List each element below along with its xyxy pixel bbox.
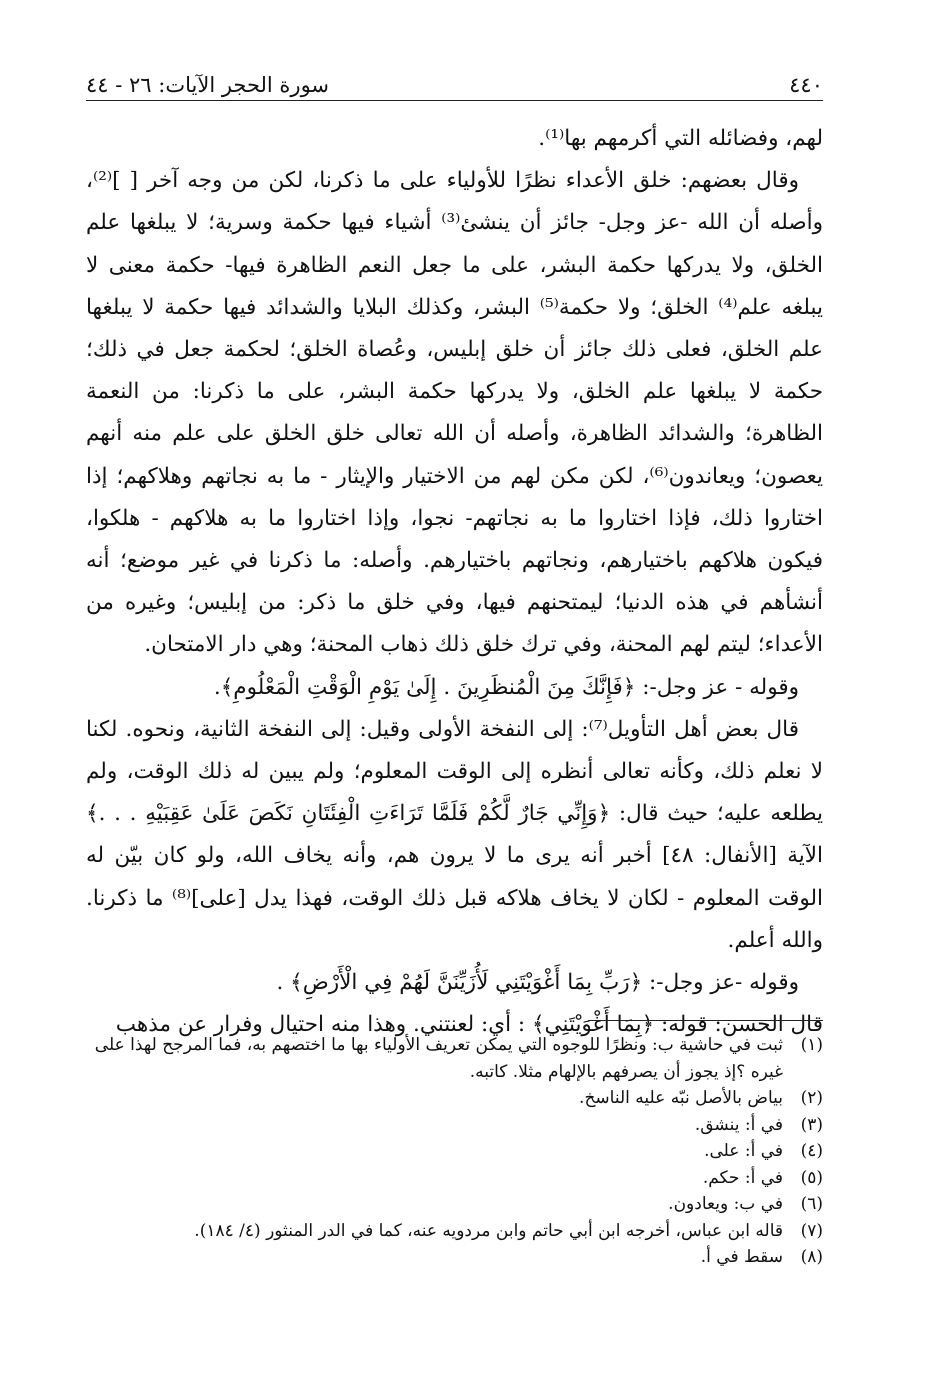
footnote-text: في ب: ويعادون. <box>668 1194 783 1214</box>
paragraph-verse: وقوله -عز وجل-: ﴿رَبِّ بِمَا أَغْوَيْتَنِي لَأُزَيِّنَنَّ لَهُمْ فِي الْأَرْضِ﴾ . <box>276 970 799 996</box>
footnote-number: (١) <box>800 1035 823 1055</box>
footnote <box>86 1191 823 1218</box>
footnotes <box>86 1032 823 1271</box>
footnote-text: قاله ابن عباس، أخرجه ابن أبي حاتم وابن مردويه عنه، كما في الدر المنثور (٤/ ١٨٤). <box>194 1220 783 1241</box>
running-header <box>86 62 823 100</box>
footnote <box>86 1032 823 1085</box>
footnote-divider <box>588 1020 823 1021</box>
page-number: ٤٤٠ <box>789 73 823 97</box>
footnote <box>86 1138 823 1165</box>
footnote-number: (٤) <box>800 1141 823 1161</box>
footnote-number: (٧) <box>800 1220 823 1241</box>
chapter-title: سورة الحجر الآيات: ٢٦ - ٤٤ <box>86 73 330 97</box>
paragraph-verse: وقوله - عز وجل-: ﴿فَإِنَّكَ مِنَ الْمُنظَرِينَ . إِلَىٰ يَوْمِ الْوَقْتِ الْمَعْلُومِ﴾. <box>213 674 799 700</box>
paragraph: وقال بعضهم: خلق الأعداء نظرًا للأولياء على ما ذكرنا، لكن من وجه آخر [ ]⁽²⁾، وأصله أن الله -عز وجل- جائز أن ينشئ⁽³⁾ أشياء فيها حكمة وسرية؛ لا يبلغها علم الخلق، ولا يدركها حكمة البشر، على ما جعل النعم الظاهرة فيها- حكمة معنى لا يبلغه علم⁽⁴⁾ الخلق؛ ولا حكمة⁽⁵⁾ البشر، وكذلك البلايا والشدائد فيها حكمة لا يبلغها علم الخلق، فعلى ذلك جائز أن خلق إبليس، وعُصاة الخلق؛ لحكمة جعل في ذلك؛ حكمة لا يبلغها علم الخلق، ولا يدركها حكمة البشر، على ما ذكرنا: من النعمة الظاهرة؛ والشدائد الظاهرة، وأصله أن الله تعالى خلق الخلق على علم منه أنهم يعصون؛ ويعاندون⁽⁶⁾، لكن مكن لهم من الاختيار والإيثار - ما به نجاتهم وهلاكهم؛ إذا اختاروا ذلك، فإذا اختاروا ما به نجاتهم- نجوا، وإذا اختاروا ما به هلاكهم - هلكوا، فيكون هلاكهم باختيارهم، ونجاتهم باختيارهم. وأصله: ما ذكرنا في غير موضع؛ أنه أنشأهم في هذه الدنيا؛ ليمتحنهم فيها، وفي خلق ما ذكر: من إبليس؛ وغيره من الأعداء؛ ليتم لهم المحنة، وفي ترك خلق ذلك ذهاب المحنة؛ وهي دار الامتحان. <box>86 168 823 658</box>
paragraph: قال بعض أهل التأويل⁽⁷⁾: إلى النفخة الأولى وقيل: إلى النفخة الثانية، ونحوه. لكنا لا نعلم ذلك، وكأنه تعالى أنظره إلى الوقت المعلوم؛ ولم يبين له ذلك الوقت، ولم يطلعه عليه؛ حيث قال: ﴿وَإِنِّي جَارٌ لَّكُمْ فَلَمَّا تَرَاءَتِ الْفِئَتَانِ نَكَصَ عَلَىٰ عَقِبَيْهِ . . .﴾ الآية [الأنفال: ٤٨] أخبر أنه يرى ما لا يرون هم، وأنه يخاف الله، ولو كان بيّن له الوقت المعلوم - لكان لا يخاف هلاكه قبل ذلك الوقت، فهذا يدل [على]⁽⁸⁾ ما ذكرنا. والله أعلم. <box>86 716 823 953</box>
footnote <box>86 1085 823 1112</box>
footnote <box>86 1218 823 1245</box>
header-divider <box>86 100 823 101</box>
main-text <box>86 118 823 1046</box>
footnote-number: (٥) <box>800 1167 823 1188</box>
footnote-text: في أ: ينشق. <box>694 1114 783 1135</box>
footnote-number: (٨) <box>800 1247 823 1267</box>
footnote-number: (٣) <box>800 1114 823 1135</box>
footnote-text: في أ: على. <box>704 1141 783 1161</box>
footnote <box>86 1244 823 1271</box>
footnote-text: سقط في أ. <box>700 1247 783 1267</box>
footnote-text: ثبت في حاشية ب: ونظرًا للوجوه التي يمكن تعريف الأولياء بها ما اختصهم به، فما المرجح لهذا على غيره ؟إذ يجوز أن يصرفهم بالإلهام مثلا. كاتبه. <box>94 1035 783 1082</box>
footnote-number: (٦) <box>800 1194 823 1214</box>
footnote-number: (٢) <box>800 1088 823 1108</box>
footnote <box>86 1112 823 1139</box>
footnote-text: في أ: حكم. <box>702 1167 783 1188</box>
footnote-text: بياض بالأصل نبّه عليه الناسخ. <box>579 1088 783 1108</box>
paragraph: لهم، وفضائله التي أكرمهم بها⁽¹⁾. <box>538 126 823 151</box>
paragraph: قال الحسن: قوله: ﴿بِمَا أَغْوَيْتَنِي﴾ : أي: لعنتني. وهذا منه احتيال وفرار عن مذهب <box>115 1012 823 1038</box>
footnote <box>86 1165 823 1192</box>
